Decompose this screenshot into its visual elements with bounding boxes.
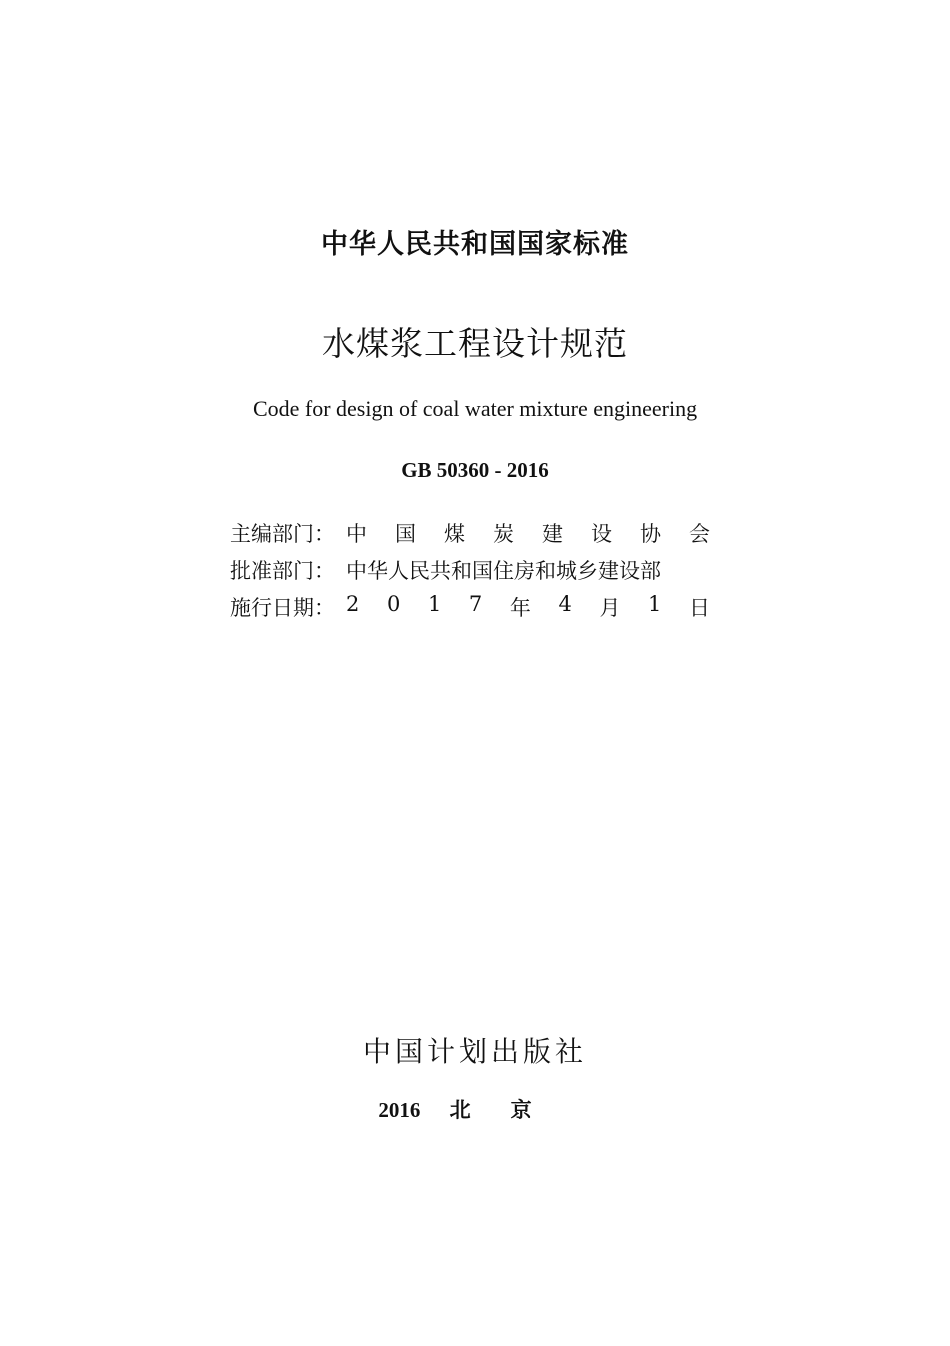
date-char: 日: [689, 595, 710, 620]
date-char: 2: [346, 591, 360, 616]
effective-date-row: [230, 588, 710, 625]
editor-char: 建: [542, 521, 563, 546]
date-char: 年: [509, 595, 531, 620]
editor-char: 国: [395, 521, 416, 546]
publication-city: 北京: [449, 1098, 572, 1122]
editor-char: 炭: [493, 521, 514, 546]
editor-label: 主编部门：: [230, 521, 335, 546]
editor-char: 煤: [444, 521, 465, 546]
effective-date-label: 施行日期：: [230, 595, 335, 620]
document-title-english: Code for design of coal water mixture engineering: [252, 396, 698, 421]
approver-value: 中华人民共和国住房和城乡建设部: [346, 558, 661, 583]
editor-char: 协: [640, 521, 661, 546]
date-char: 0: [386, 591, 401, 616]
editor-value: [346, 518, 710, 548]
editor-char: 会: [689, 521, 710, 546]
approver-row: [230, 551, 710, 588]
editor-char: 中: [346, 521, 367, 546]
editor-char: 设: [591, 521, 612, 546]
publication-meta: [230, 514, 710, 625]
standard-classification: 中华人民共和国国家标准: [321, 229, 629, 260]
document-title-chinese: 水煤浆工程设计规范: [322, 324, 628, 363]
date-char: 1: [648, 591, 662, 616]
date-char: 7: [468, 591, 483, 616]
publication-year: 2016: [378, 1098, 421, 1122]
publication-place-year: [0, 1094, 950, 1124]
date-char: 4: [558, 591, 572, 616]
standard-number: GB 50360 - 2016: [401, 458, 549, 482]
date-char: 1: [427, 591, 442, 616]
publisher-name: 中国计划出版社: [362, 1035, 587, 1068]
effective-date-value: [346, 592, 710, 622]
date-char: 月: [599, 595, 621, 620]
approver-label: 批准部门：: [230, 558, 335, 583]
editor-row: [230, 514, 710, 551]
